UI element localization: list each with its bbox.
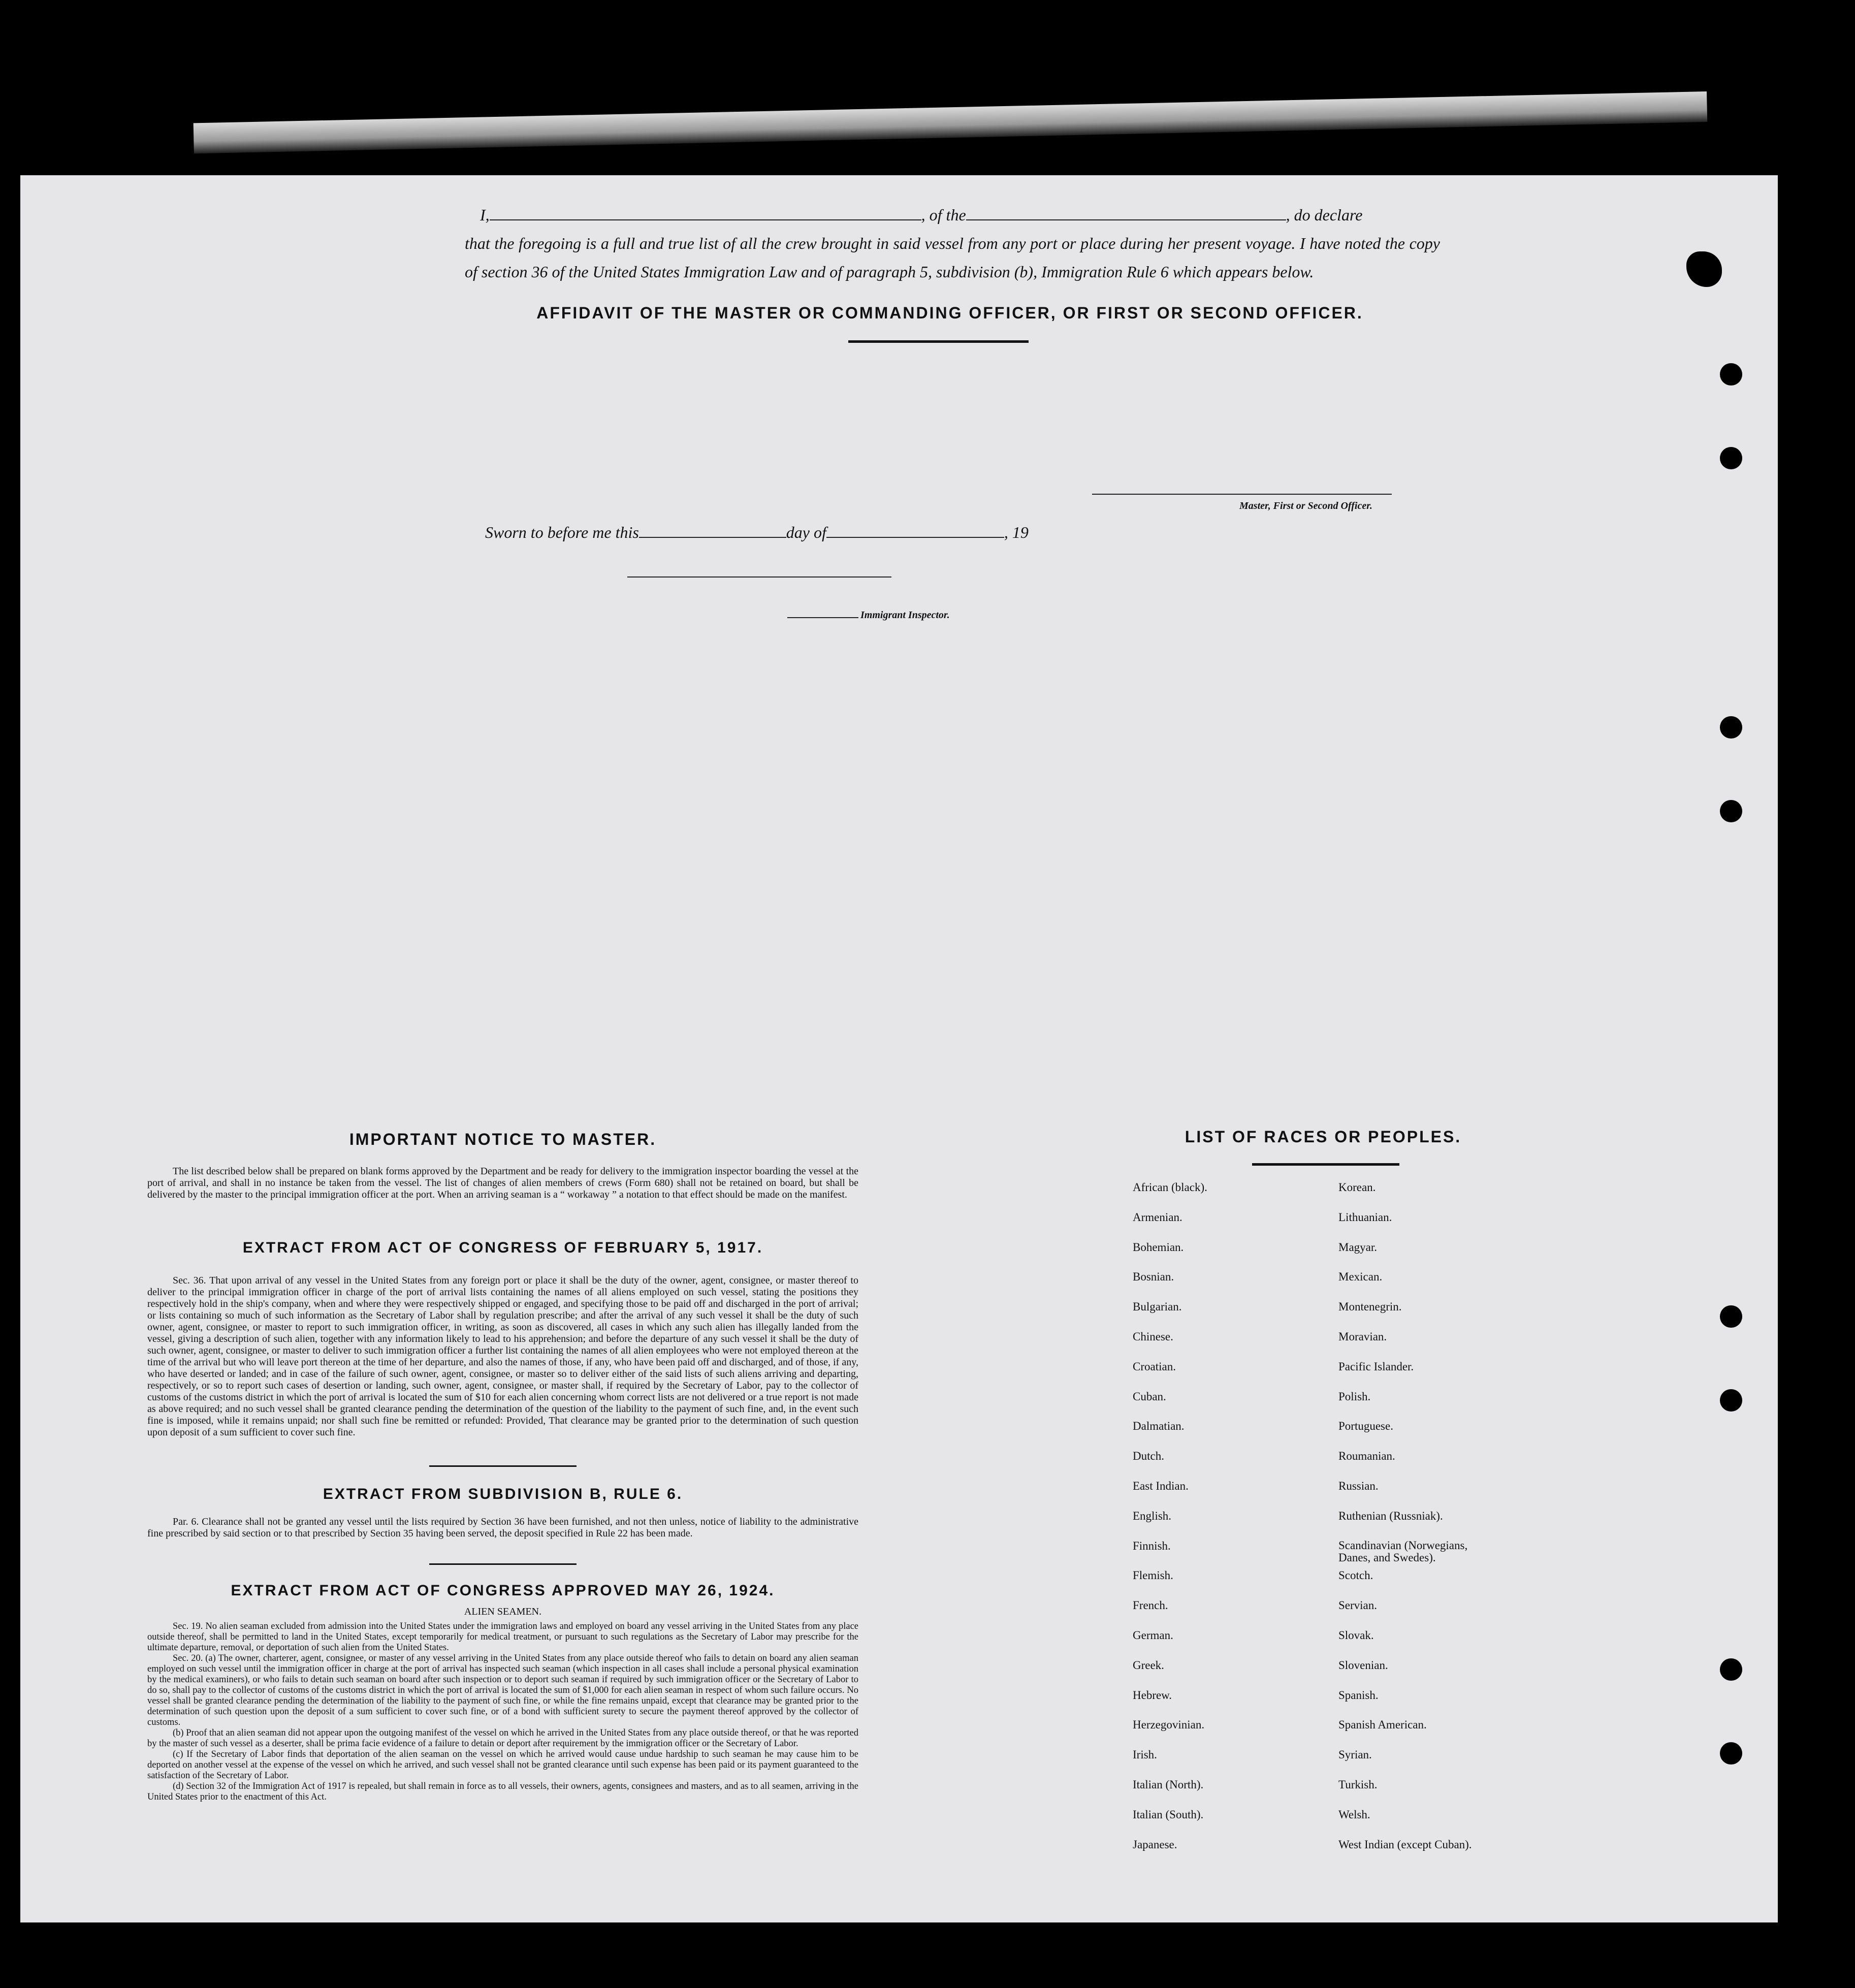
- race-item: Dalmatian.: [1133, 1420, 1185, 1433]
- punch-hole: [1720, 800, 1742, 822]
- race-item: Ruthenian (Russniak).: [1338, 1509, 1443, 1522]
- race-item: Chinese.: [1133, 1330, 1173, 1343]
- race-item: East Indian.: [1133, 1480, 1189, 1492]
- punch-hole: [1720, 1658, 1742, 1681]
- race-item: Finnish.: [1133, 1539, 1171, 1552]
- race-item: Flemish.: [1133, 1569, 1173, 1582]
- race-item: Greek.: [1133, 1658, 1164, 1672]
- inspector-name-blank[interactable]: [787, 617, 858, 618]
- race-item: Bohemian.: [1133, 1240, 1184, 1254]
- par-6-paragraph: Par. 6. Clearance shall not be granted any vessel until the lists required by Section 36 have been furnished, and not then unless, notice of liability to the administrative fine prescribed by said section or to that prescribed by Section 35 having been served, the deposit specified in Rule 22 has been made.: [147, 1516, 858, 1539]
- name-blank[interactable]: [490, 219, 921, 220]
- race-item: Spanish.: [1338, 1688, 1379, 1702]
- race-item: Portuguese.: [1338, 1420, 1393, 1433]
- vessel-blank[interactable]: [966, 219, 1286, 220]
- title-rule: [848, 340, 1029, 343]
- race-item: African (black).: [1133, 1181, 1207, 1194]
- sec-20b-paragraph: (b) Proof that an alien seaman did not appear upon the outgoing manifest of the vessel on which he arrived in the United States from any place outside thereof, or that he was reported by the master of such vessel as a deserter, shall be prima facie evidence of a failure to detain or deport after requirement by the immigration officer or the Secretary of Labor.: [147, 1728, 858, 1749]
- race-item: Mexican.: [1338, 1270, 1383, 1284]
- race-item: Russian.: [1338, 1480, 1379, 1492]
- intro-declare: , do declare: [1286, 206, 1363, 224]
- race-item: Servian.: [1338, 1599, 1378, 1612]
- race-item: Bosnian.: [1133, 1270, 1174, 1284]
- sworn-line: [485, 523, 1029, 542]
- race-item: Herzegovinian.: [1133, 1718, 1205, 1732]
- punch-hole: [1720, 1305, 1742, 1328]
- races-title: LIST OF RACES OR PEOPLES.: [1185, 1128, 1462, 1146]
- sec-19-paragraph: Sec. 19. No alien seaman excluded from admission into the United States under the immigration laws and employed on board any vessel arriving in the United States from any place outside thereof, shall be permitted to land in the United States, except temporarily for medical treatment, or pursuant to such regulations as the Secretary of Labor may prescribe for the ultimate departure, removal, or deportation of such alien from the United States.: [147, 1621, 858, 1653]
- extract-1924-subtitle: ALIEN SEAMEN.: [464, 1606, 542, 1617]
- extract-1917-title: EXTRACT FROM ACT OF CONGRESS OF FEBRUARY 5, 1917.: [242, 1239, 763, 1256]
- race-item: Welsh.: [1338, 1808, 1370, 1821]
- notice-title: IMPORTANT NOTICE TO MASTER.: [349, 1130, 657, 1148]
- inspector-signature-blank[interactable]: [627, 576, 891, 578]
- race-item: Magyar.: [1338, 1240, 1378, 1254]
- sworn-day-of: day of: [786, 523, 826, 541]
- sec-20d-paragraph: (d) Section 32 of the Immigration Act of 1917 is repealed, but shall remain in force as to all vessels, their owners, agents, consignees and masters, and as to all seamen, arriving in the United States prior to the enactment of this Act.: [147, 1781, 858, 1802]
- race-item: Montenegrin.: [1338, 1300, 1402, 1313]
- punch-hole: [1720, 1742, 1742, 1765]
- affidavit-title: AFFIDAVIT OF THE MASTER OR COMMANDING OFFICER, OR FIRST OR SECOND OFFICER.: [536, 304, 1363, 322]
- section-rule: [429, 1563, 577, 1565]
- signature-blank[interactable]: [1092, 494, 1392, 495]
- extract-1917-text: [147, 1275, 858, 1438]
- sec-20a-paragraph: Sec. 20. (a) The owner, charterer, agent, consignee, or master of any vessel arriving in the United States from any place outside thereof who fails to detain on board any alien seaman employed on such vessel until the immigration officer in charge at the port of arrival has inspected such seaman (which inspection in all cases shall include a personal physical examination by the medical examiners), or who fails to detain such seaman on board after such inspection or to deport such seaman if required by such immigration officer or the Secretary of Labor to do so, shall pay to the collector of customs of the customs district in which the port of arrival is located the sum of $1,000 for each alien seaman in respect of whom such failure occurs. No vessel shall be granted clearance pending the determination of the liability to the payment of such fine, or while the fine remains unpaid, except that clearance may be granted prior to the determination of such question upon the deposit of a sum sufficient to cover such fine, or of a bond with sufficient surety to secure the payment thereof approved by the collector of customs.: [147, 1653, 858, 1727]
- race-item: Scotch.: [1338, 1569, 1373, 1582]
- punch-hole: [1720, 447, 1742, 469]
- sec-20c-paragraph: (c) If the Secretary of Labor finds that deportation of the alien seaman on the vessel on which he arrived would cause undue hardship to such seaman he may cause him to be deported on another vessel at the expense of the vessel on which he arrived, and such vessel shall not be granted clearance until such expense has been paid or its payment guaranteed to the satisfaction of the Secretary of Labor.: [147, 1749, 858, 1781]
- race-item: Hebrew.: [1133, 1688, 1172, 1702]
- inspector-line: [787, 610, 950, 621]
- subdivision-b-text: [147, 1516, 858, 1540]
- sworn-year: , 19: [1004, 523, 1029, 541]
- affidavit-body: [465, 201, 1440, 286]
- scanner-edge: [194, 91, 1708, 153]
- sworn-prefix: Sworn to before me this: [485, 523, 639, 541]
- race-item: Scandinavian (Norwegians, Danes, and Swedes).: [1338, 1538, 1468, 1564]
- race-item: Italian (South).: [1133, 1808, 1204, 1821]
- race-item: West Indian (except Cuban).: [1338, 1838, 1472, 1851]
- month-blank[interactable]: [826, 537, 1004, 538]
- subdivision-b-title: EXTRACT FROM SUBDIVISION B, RULE 6.: [323, 1486, 683, 1502]
- race-item: Cuban.: [1133, 1390, 1166, 1403]
- race-item: Syrian.: [1338, 1748, 1372, 1761]
- race-item: Croatian.: [1133, 1360, 1176, 1373]
- race-item: German.: [1133, 1629, 1173, 1642]
- race-item: Dutch.: [1133, 1450, 1164, 1463]
- intro-of: , of the: [921, 206, 966, 224]
- race-item: Korean.: [1338, 1181, 1376, 1194]
- race-item: Pacific Islander.: [1338, 1360, 1414, 1373]
- punch-hole: [1720, 363, 1742, 386]
- intro-i: I,: [480, 206, 490, 224]
- punch-hole: [1720, 1389, 1742, 1412]
- signature-label: Master, First or Second Officer.: [1239, 500, 1372, 511]
- inspector-label: Immigrant Inspector.: [860, 610, 950, 621]
- race-item: Japanese.: [1133, 1838, 1177, 1851]
- race-item: Turkish.: [1338, 1778, 1378, 1791]
- race-item: Spanish American.: [1338, 1718, 1427, 1732]
- extract-1924-title: EXTRACT FROM ACT OF CONGRESS APPROVED MAY 26, 1924.: [231, 1582, 775, 1599]
- race-item: Armenian.: [1133, 1210, 1182, 1224]
- extract-1924-text: [147, 1621, 858, 1803]
- race-item: Slovenian.: [1338, 1658, 1388, 1672]
- notice-paragraph: The list described below shall be prepared on blank forms approved by the Department and be ready for delivery to the immigration inspector boarding the vessel at the port of arrival, and shall in no instance be taken from the vessel. The list of changes of alien members of crews (Form 680) shall not be retained on board, but shall be delivered by the master to the principal immigration officer at the port. When an arriving seaman is a “ workaway ” a notation to that effect should be made on the manifest.: [147, 1166, 858, 1200]
- race-item: Moravian.: [1338, 1330, 1387, 1343]
- race-item: Polish.: [1338, 1390, 1371, 1403]
- race-item: Lithuanian.: [1338, 1210, 1392, 1224]
- race-item: Bulgarian.: [1133, 1300, 1182, 1313]
- races-rule: [1252, 1163, 1399, 1166]
- race-item: English.: [1133, 1509, 1172, 1522]
- paper-tear: [1686, 251, 1722, 287]
- affidavit-text: that the foregoing is a full and true list of all the crew brought in said vessel from any port or place during her present voyage. I have noted the copy of section 36 of the United States Immigration Law and of paragraph 5, subdivision (b), Immigration Rule 6 which appears below.: [465, 234, 1440, 281]
- race-item: French.: [1133, 1599, 1168, 1612]
- sec-36-paragraph: Sec. 36. That upon arrival of any vessel in the United States from any foreign port or place it shall be the duty of the owner, agent, consignee, or master thereof to deliver to the principal immigration officer in charge of the port of arrival lists containing the names of all aliens employed on such vessel, stating the positions they respectively hold in the ship's company, when and where they were respectively shipped or engaged, and specifying those to be paid off and discharged in the port of arrival; or lists containing so much of such information as the Secretary of Labor shall by regulation prescribe; and after the arrival of any such vessel it shall be the duty of such owner, agent, consignee, or master to report to such immigration officer, in writing, as soon as discovered, all cases in which any such alien has illegally landed from the vessel, giving a description of such alien, together with any information likely to lead to his apprehension; and before the departure of any such vessel it shall be the duty of such owner, agent, consignee, or master to deliver to such immigration officer a further list containing the names of all alien employees who were not employed thereon at the time of the arrival but who will leave port thereon at the time of her departure, and also the names of those, if any, who have been paid off and discharged, and of those, if any, who have deserted or landed; and in case of the failure of such owner, agent, consignee, or master so to deliver either of the said lists of such aliens arriving and departing, respectively, or so to report such cases of desertion or landing, such owner, agent, consignee, or master shall, if required by the Secretary of Labor, pay to the collector of customs of the customs district in which the port of arrival is located the sum of $10 for each alien concerning whom correct lists are not delivered or a true report is not made as above required; and no such vessel shall be granted clearance pending the determination of the question of the liability to the payment of such fine, and, in the event such fine is imposed, while it remains unpaid; nor shall such fine be remitted or refunded: Provided, That clearance may be granted prior to the determination of such question upon deposit of a sum sufficient to cover such fine.: [147, 1275, 858, 1438]
- race-item: Italian (North).: [1133, 1778, 1204, 1791]
- section-rule: [429, 1465, 577, 1467]
- day-blank[interactable]: [639, 537, 786, 538]
- punch-hole: [1720, 716, 1742, 739]
- notice-text: [147, 1166, 858, 1201]
- race-item: Slovak.: [1338, 1629, 1374, 1642]
- race-item: Roumanian.: [1338, 1450, 1395, 1463]
- race-item: Irish.: [1133, 1748, 1157, 1761]
